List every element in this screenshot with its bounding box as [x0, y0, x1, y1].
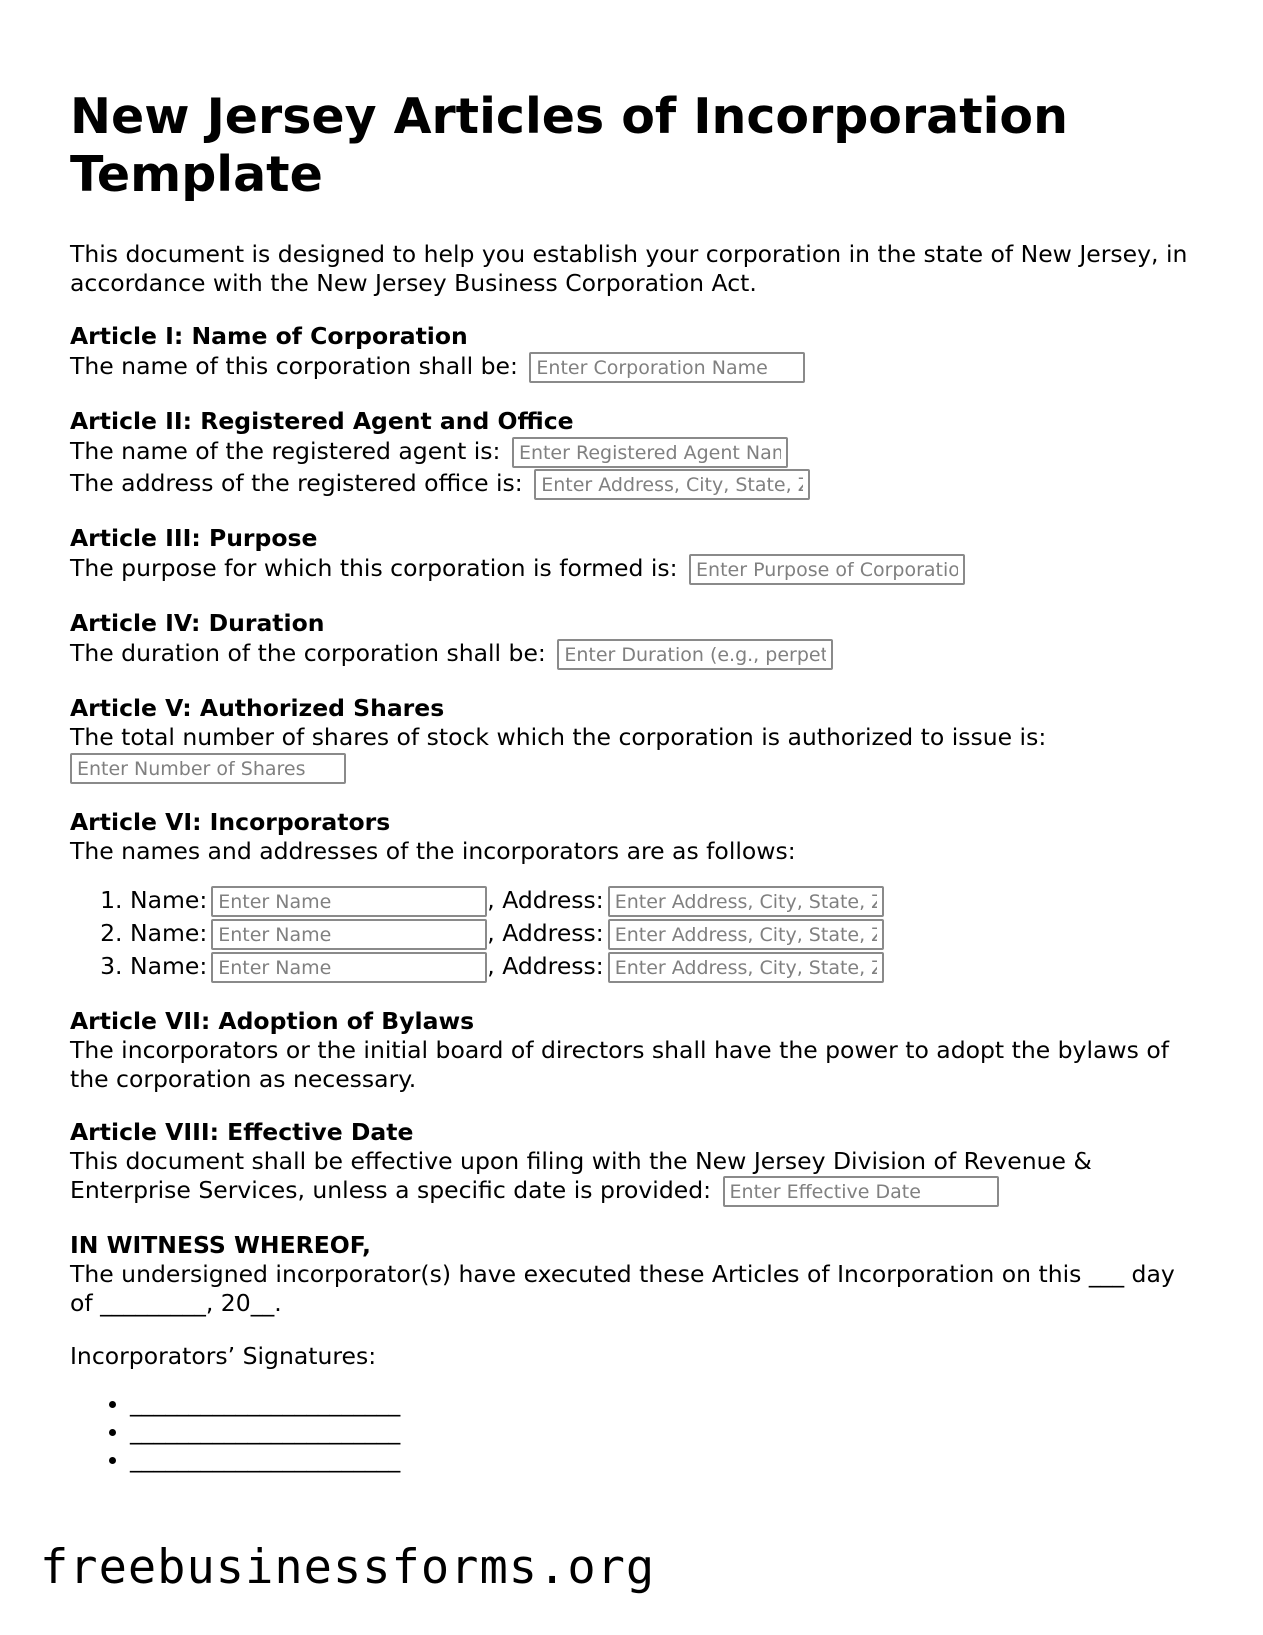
- address-label: , Address:: [487, 952, 604, 980]
- incorporator-1-name-input[interactable]: [211, 886, 487, 917]
- incorporator-2-address-input[interactable]: [608, 919, 884, 950]
- article-7-text: The incorporators or the initial board of directors shall have the power to adopt the bylaws of the corporation as necessary.: [70, 1036, 1169, 1093]
- article-3-line: [70, 553, 1200, 585]
- signature-lines: [70, 1389, 1200, 1473]
- document-page: [70, 88, 1200, 1473]
- article-1-section: [70, 322, 1200, 383]
- article-2-heading: Article II: Registered Agent and Office: [70, 407, 574, 435]
- article-6-heading: Article VI: Incorporators: [70, 808, 391, 836]
- witness-section: [70, 1231, 1200, 1318]
- article-4-line: [70, 638, 1200, 670]
- name-label: Name:: [130, 952, 208, 980]
- address-label: , Address:: [487, 886, 604, 914]
- article-8-heading: Article VIII: Effective Date: [70, 1118, 414, 1146]
- signature-line: • _______________________: [130, 1389, 1200, 1417]
- article-5-section: [70, 694, 1200, 784]
- article-5-heading: Article V: Authorized Shares: [70, 694, 445, 722]
- article-2-agent-text: The name of the registered agent is:: [70, 437, 501, 465]
- name-label: Name:: [130, 886, 208, 914]
- article-7-heading: Article VII: Adoption of Bylaws: [70, 1007, 475, 1035]
- article-2-section: [70, 407, 1200, 500]
- article-3-text: The purpose for which this corporation is formed is:: [70, 554, 678, 582]
- shares-input[interactable]: [70, 753, 346, 784]
- purpose-input[interactable]: [689, 554, 965, 585]
- article-5-input-line: [70, 752, 1200, 784]
- incorporators-list: [70, 884, 1200, 983]
- article-1-line: [70, 351, 1200, 383]
- article-6-section: [70, 808, 1200, 983]
- signatures-label: Incorporators’ Signatures:: [70, 1342, 377, 1370]
- article-8-paragraph: [70, 1147, 1200, 1207]
- signature-line: • _______________________: [130, 1417, 1200, 1445]
- incorporator-row: [130, 917, 1200, 950]
- article-8-section: [70, 1118, 1200, 1207]
- article-1-text: The name of this corporation shall be:: [70, 352, 518, 380]
- article-3-heading: Article III: Purpose: [70, 524, 318, 552]
- article-4-heading: Article IV: Duration: [70, 609, 325, 637]
- signatures-section: [70, 1342, 1200, 1473]
- article-4-section: [70, 609, 1200, 670]
- watermark: freebusinessforms.org: [40, 1540, 656, 1595]
- incorporator-3-address-input[interactable]: [608, 952, 884, 983]
- incorporator-row: [130, 884, 1200, 917]
- intro-paragraph: This document is designed to help you establish your corporation in the state of New Jersey, in accordance with the New Jersey Business Corporation Act.: [70, 240, 1188, 297]
- article-8-text: This document shall be effective upon filing with the New Jersey Division of Revenue & Enterprise Services, unless a specific date is provided:: [70, 1147, 1092, 1204]
- article-2-office-line: [70, 468, 1200, 500]
- address-label: , Address:: [487, 919, 604, 947]
- article-2-office-text: The address of the registered office is:: [70, 469, 523, 497]
- article-2-agent-line: [70, 436, 1200, 468]
- corporation-name-input[interactable]: [529, 352, 805, 383]
- incorporator-row: [130, 950, 1200, 983]
- witness-heading: IN WITNESS WHEREOF,: [70, 1231, 371, 1259]
- name-label: Name:: [130, 919, 208, 947]
- article-7-section: [70, 1007, 1200, 1094]
- effective-date-input[interactable]: [723, 1176, 999, 1207]
- article-3-section: [70, 524, 1200, 585]
- incorporator-2-name-input[interactable]: [211, 919, 487, 950]
- article-1-heading: Article I: Name of Corporation: [70, 322, 468, 350]
- registered-agent-input[interactable]: [512, 437, 788, 468]
- incorporator-1-address-input[interactable]: [608, 886, 884, 917]
- page-title: New Jersey Articles of Incorporation Template: [70, 88, 1068, 203]
- incorporator-3-name-input[interactable]: [211, 952, 487, 983]
- duration-input[interactable]: [557, 639, 833, 670]
- witness-text: The undersigned incorporator(s) have executed these Articles of Incorporation on this ___ day of _________, 20__.: [70, 1260, 1175, 1317]
- article-6-text: The names and addresses of the incorporators are as follows:: [70, 837, 796, 865]
- registered-office-input[interactable]: [534, 469, 810, 500]
- article-5-text: The total number of shares of stock which the corporation is authorized to issue is:: [70, 723, 1047, 751]
- article-4-text: The duration of the corporation shall be:: [70, 639, 546, 667]
- signature-line: • _______________________: [130, 1445, 1200, 1473]
